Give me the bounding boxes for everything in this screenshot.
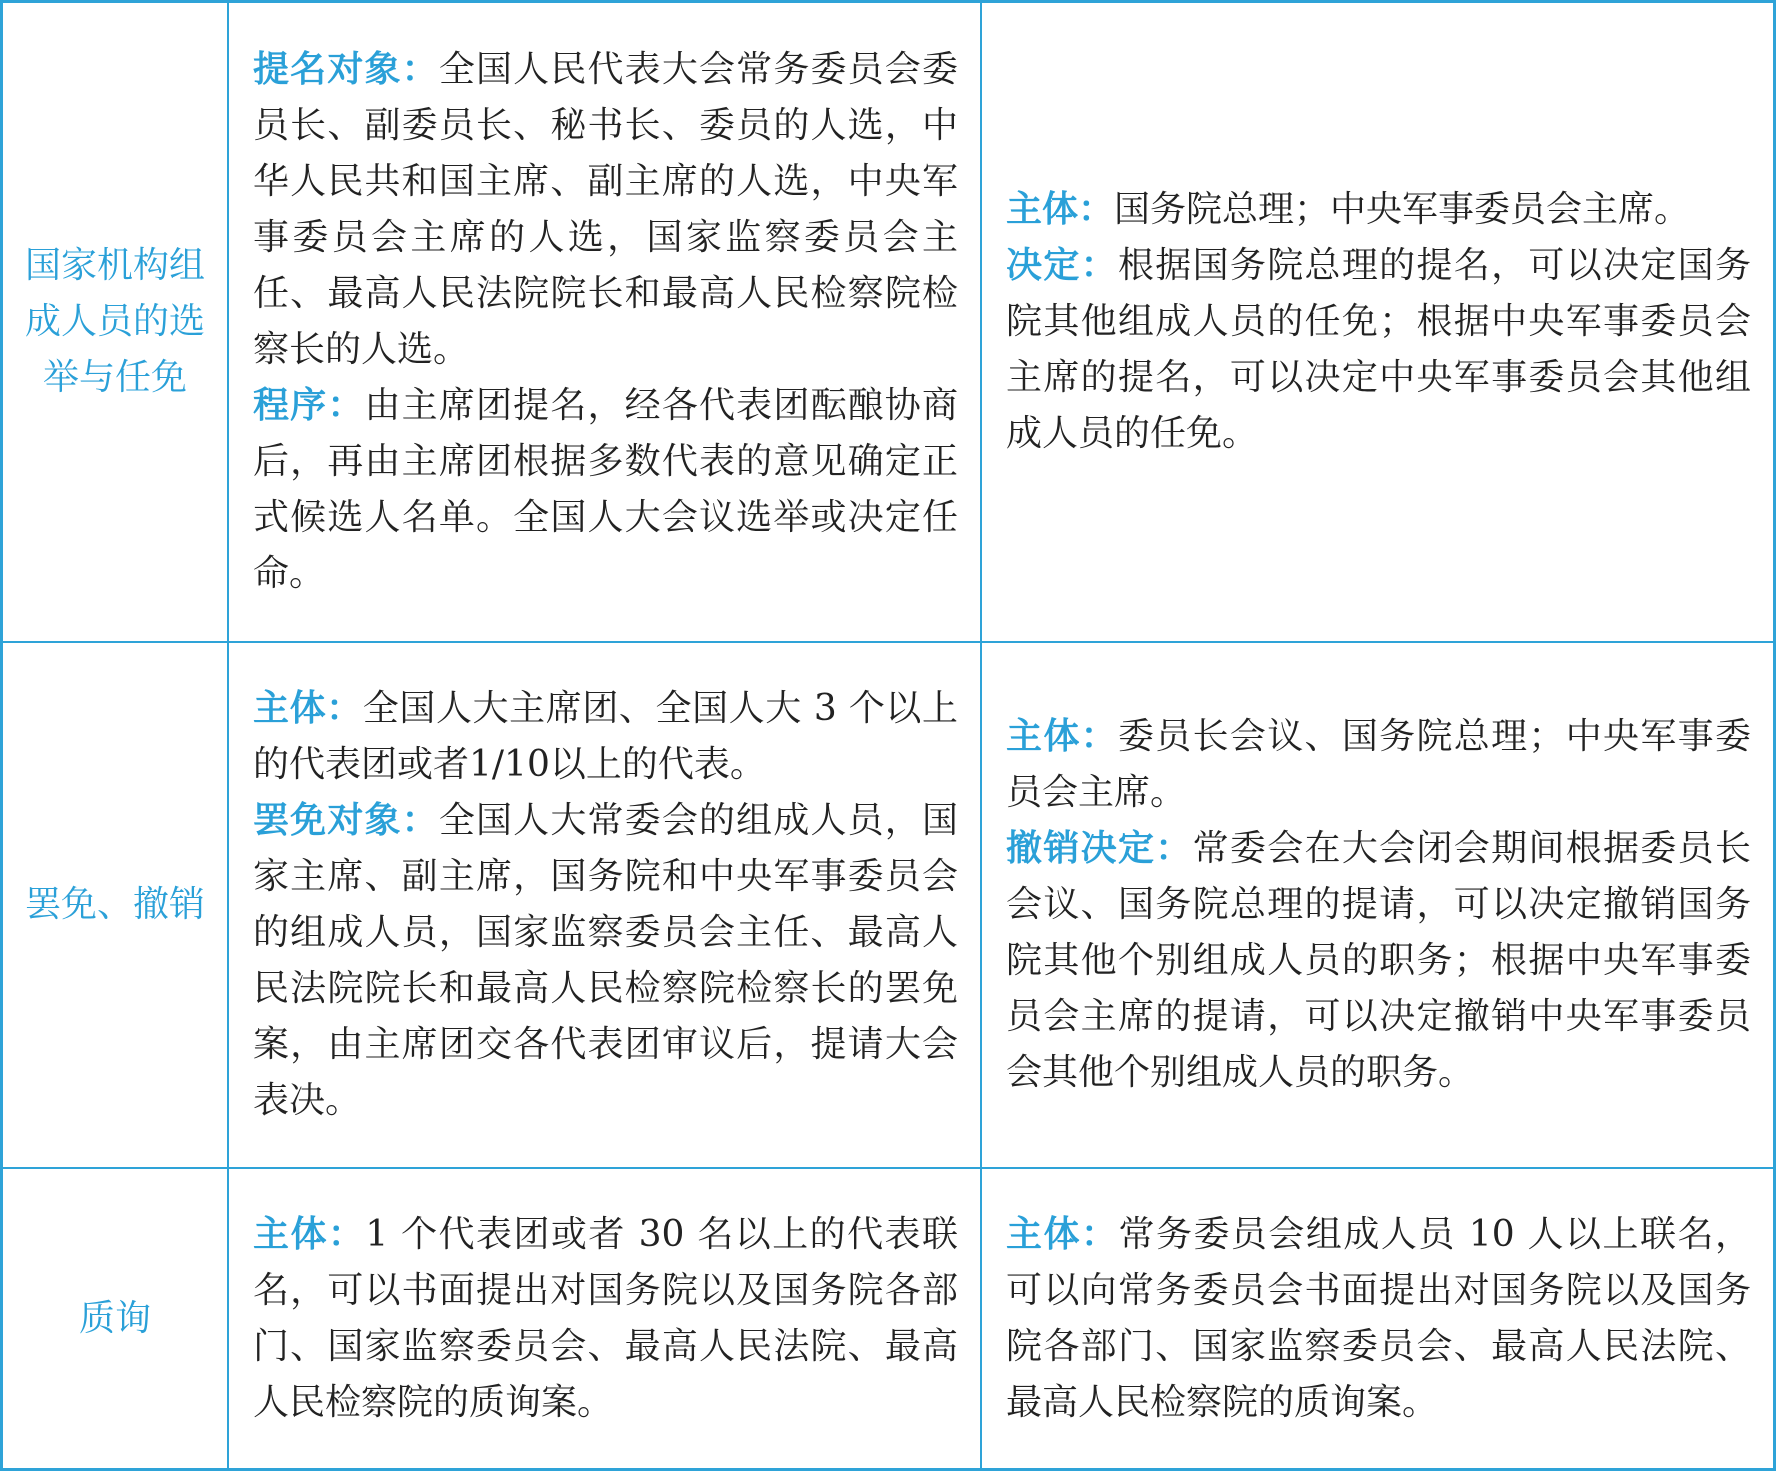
row-1-standing-cell xyxy=(982,3,1773,643)
row-1-congress-label-2: 程序： xyxy=(253,385,365,426)
row-1-standing-para-2 xyxy=(1006,238,1751,462)
row-2-congress-para-1 xyxy=(253,681,958,793)
row-3-standing-label-1: 主体： xyxy=(1006,1213,1119,1255)
row-2-topic-text: 罢免、撤销 xyxy=(24,884,205,925)
row-3-congress-cell xyxy=(229,1169,982,1468)
row-1-congress-text-2: 由主席团提名，经各代表团酝酿协商后，再由主席团根据多数代表的意见确定正式候选人名单。全国人大会议选举或决定任命。 xyxy=(253,385,958,594)
row-2-standing-para-1 xyxy=(1006,709,1751,821)
row-2-standing-text-2: 常委会在大会闭会期间根据委员长会议、国务院总理的提请，可以决定撤销国务院其他个别组成人员的职务；根据中央军事委员会主席的提请，可以决定撤销中央军事委员会其他个别组成人员的职务。 xyxy=(1006,828,1751,1093)
row-1-congress-label-1: 提名对象： xyxy=(253,49,439,90)
row-1-congress-para-1 xyxy=(253,42,958,378)
row-1-standing-label-2: 决定： xyxy=(1006,245,1118,286)
row-2-congress-text-2: 全国人大常委会的组成人员，国家主席、副主席，国务院和中央军事委员会的组成人员，国家监察委员会主任、最高人民法院院长和最高人民检察院检察长的罢免案，由主席团交各代表团审议后，提请大会表决。 xyxy=(253,800,958,1121)
row-1-standing-para-1 xyxy=(1006,182,1751,238)
row-2-standing-para-2 xyxy=(1006,821,1751,1101)
row-1-topic-text: 国家机构组成人员的选举与任免 xyxy=(24,245,205,398)
row-2-standing-cell xyxy=(982,643,1773,1169)
row-3-topic-text: 质询 xyxy=(78,1297,151,1339)
row-3-standing-cell xyxy=(982,1169,1773,1468)
row-2-standing-label-1: 主体： xyxy=(1006,716,1118,757)
row-2-standing-text-1: 委员长会议、国务院总理；中央军事委员会主席。 xyxy=(1006,716,1751,813)
row-2-congress-para-2 xyxy=(253,793,958,1129)
row-2-congress-cell xyxy=(229,643,982,1169)
row-3-congress-para-1 xyxy=(253,1207,958,1431)
row-3-topic xyxy=(3,1169,229,1468)
row-1-topic xyxy=(3,3,229,643)
row-3-standing-para-1 xyxy=(1006,1207,1751,1431)
row-2-congress-label-1: 主体： xyxy=(253,688,363,729)
row-2-standing-label-2: 撤销决定： xyxy=(1006,828,1193,869)
row-1-standing-text-2: 根据国务院总理的提名，可以决定国务院其他组成人员的任免；根据中央军事委员会主席的提名，可以决定中央军事委员会其他组成人员的任免。 xyxy=(1006,245,1751,454)
row-1-congress-text-1: 全国人民代表大会常务委员会委员长、副委员长、秘书长、委员的人选，中华人民共和国主席、副主席的人选，中央军事委员会主席的人选，国家监察委员会主任、最高人民法院院长和最高人民检察院检察长的人选。 xyxy=(253,49,958,370)
row-3-congress-label-1: 主体： xyxy=(253,1213,366,1255)
row-1-congress-para-2 xyxy=(253,378,958,602)
row-2-topic xyxy=(3,643,229,1169)
row-1-standing-text-1: 国务院总理；中央军事委员会主席。 xyxy=(1114,189,1691,230)
row-2-congress-text-1: 全国人大主席团、全国人大 3 个以上的代表团或者1/10以上的代表。 xyxy=(253,688,958,785)
row-3-standing-text-1: 常务委员会组成人员 10 人以上联名，可以向常务委员会书面提出对国务院以及国务院各部门、国家监察委员会、最高人民法院、最高人民检察院的质询案。 xyxy=(1006,1213,1751,1423)
row-3-congress-text-1: 1 个代表团或者 30 名以上的代表联名，可以书面提出对国务院以及国务院各部门、国家监察委员会、最高人民法院、最高人民检察院的质询案。 xyxy=(253,1213,958,1423)
row-2-congress-label-2: 罢免对象： xyxy=(253,800,439,841)
row-1-congress-cell xyxy=(229,3,982,643)
row-1-standing-label-1: 主体： xyxy=(1006,189,1115,230)
